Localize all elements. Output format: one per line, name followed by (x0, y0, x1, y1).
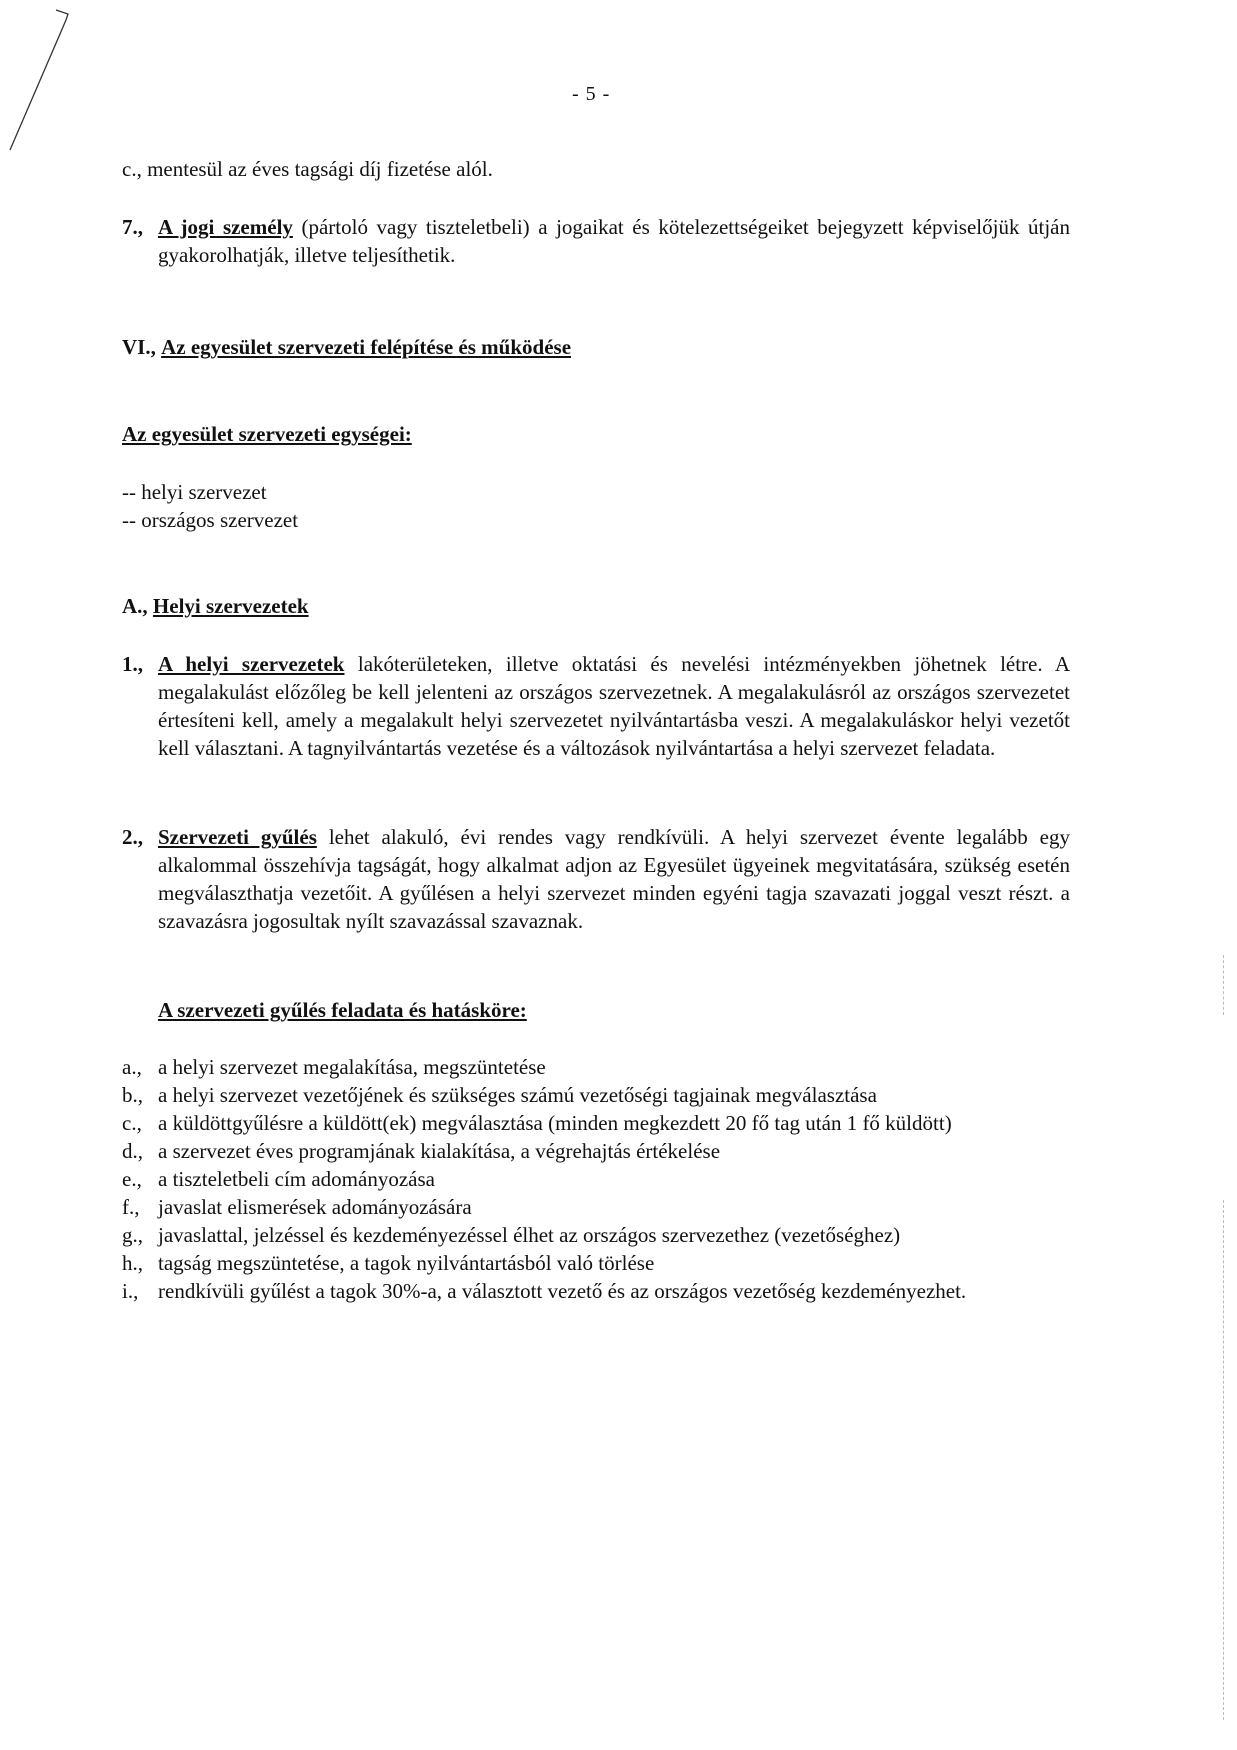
paragraph-label: 2., (122, 825, 143, 849)
paragraph-text: lehet alakuló, évi rendes vagy rendkívüli. A helyi szervezet évente legalább egy alkalommal összehívja tagságát, hogy alkalmat adjon az Egyesület ügyeinek megvitatására, szükség esetén megválaszthatja vezetőit. A gyűlésen a helyi szervezet minden egyéni tagja szavazati joggal veszt részt. a szavazásra jogosultak nyílt szavazással szavaznak. (158, 825, 1070, 933)
scan-margin-line (1223, 955, 1224, 1015)
duties-heading-text: A szervezeti gyűlés feladata és hatásköre: (158, 998, 527, 1022)
paragraph-text: lakóterületeken, illetve oktatási és nevelési intézményekben jöhetnek létre. A megalakulást előzőleg be kell jelenteni az országos szervezetnek. A megalakulásról az országos szervezetet értesíteni kell, amely a megalakult helyi szervezetet nyilvántartásba veszi. A megalakuláskor helyi vezetőt kell választani. A tagnyilvántartás vezetése és a változások nyilvántartása a helyi szervezet feladata. (158, 652, 1070, 760)
section-label: VI., (122, 335, 156, 359)
duty-label: h., (122, 1251, 143, 1275)
paragraph-title: A helyi szervezetek (158, 652, 345, 676)
units-item: -- helyi szervezet (122, 480, 267, 504)
duty-item (122, 1193, 1070, 1221)
duty-label: g., (122, 1223, 143, 1247)
duty-text: rendkívüli gyűlést a tagok 30%-a, a választott vezető és az országos vezetőség kezdeményezhet. (158, 1279, 967, 1303)
item-text: mentesül az éves tagsági díj fizetése alól. (147, 157, 493, 181)
duty-item (122, 1137, 1070, 1165)
duty-text: a küldöttgyűlésre a küldött(ek) megválasztása (minden megkezdett 20 fő tag után 1 fő küldött) (158, 1111, 952, 1135)
item-c-top (122, 155, 1070, 183)
duty-item (122, 1165, 1070, 1193)
duty-text: a tiszteletbeli cím adományozása (158, 1167, 435, 1191)
paragraph-label: 7., (122, 215, 143, 239)
units-list (122, 478, 1070, 534)
section-label: A., (122, 594, 148, 618)
units-item: -- országos szervezet (122, 508, 299, 532)
duty-item (122, 1053, 1070, 1081)
duty-text: a helyi szervezet megalakítása, megszüntetése (158, 1055, 546, 1079)
duty-text: javaslattal, jelzéssel és kezdeményezéssel élhet az országos szervezethez (vezetőséghez) (158, 1223, 901, 1247)
section-vi-heading (122, 333, 1070, 361)
duty-item (122, 1221, 1070, 1249)
duty-label: d., (122, 1139, 143, 1163)
duty-text: a szervezet éves programjának kialakítása, a végrehajtás értékelése (158, 1139, 721, 1163)
duty-label: b., (122, 1083, 143, 1107)
duty-item (122, 1249, 1070, 1277)
duty-text: tagság megszüntetése, a tagok nyilvántartásból való törlése (158, 1251, 655, 1275)
section-title: Helyi szervezetek (152, 594, 309, 618)
duty-label: f., (122, 1195, 140, 1219)
duty-item (122, 1109, 1070, 1137)
duty-text: a helyi szervezet vezetőjének és szükséges számú vezetőségi tagjainak megválasztása (158, 1083, 877, 1107)
paragraph-title: Szervezeti gyűlés (158, 825, 317, 849)
duty-label: i., (122, 1279, 139, 1303)
pen-stroke-mark (0, 0, 120, 160)
section-a-heading (122, 592, 1070, 620)
duty-text: javaslat elismerések adományozására (158, 1195, 472, 1219)
item-label: c., (122, 157, 142, 181)
paragraph-label: 1., (122, 652, 143, 676)
duty-label: a., (122, 1055, 142, 1079)
page-number: - 5 - (572, 83, 611, 105)
units-heading (122, 420, 1070, 448)
duty-label: e., (122, 1167, 142, 1191)
paragraph-7 (122, 213, 1070, 269)
paragraph-1 (122, 650, 1070, 762)
section-title: Az egyesület szervezeti felépítése és működése (161, 335, 572, 359)
scan-margin-line (1223, 1200, 1224, 1720)
duty-item (122, 1277, 1070, 1305)
duties-list (122, 1053, 1070, 1305)
duty-label: c., (122, 1111, 142, 1135)
paragraph-title: A jogi személy (158, 215, 293, 239)
duty-item (122, 1081, 1070, 1109)
duties-heading (122, 996, 1070, 1024)
paragraph-text: (pártoló vagy tiszteletbeli) a jogaikat és kötelezettségeiket bejegyzett képviselőjük útján gyakorolhatják, illetve teljesíthetik. (158, 215, 1071, 267)
paragraph-2 (122, 823, 1070, 935)
units-heading-text: Az egyesület szervezeti egységei: (122, 422, 412, 446)
